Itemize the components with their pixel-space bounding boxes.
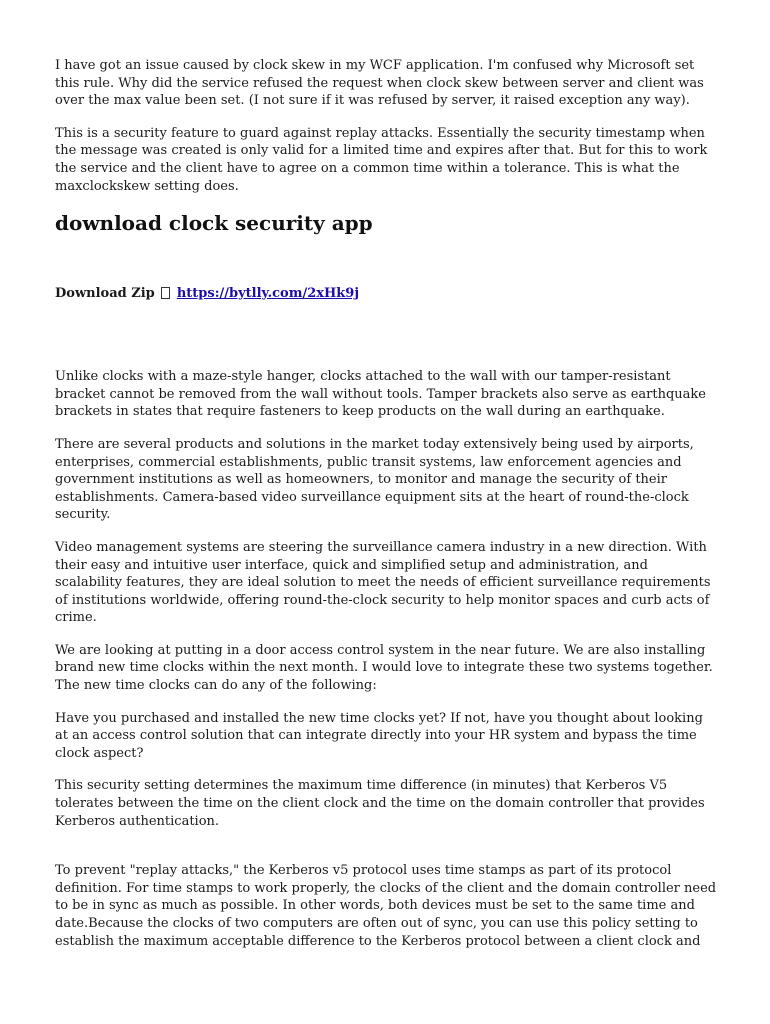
- body-paragraph-5: Have you purchased and installed the new time clocks yet? If not, have you thought about looking at an access control solution that can integrate directly into your HR system and bypass the time clock aspect?: [55, 710, 703, 761]
- spacer: [55, 302, 717, 368]
- body-paragraph-3: Video management systems are steering the surveillance camera industry in a new direction. With their easy and intuitive user interface, quick and simplified setup and administration, and scalability features, they are ideal solution to meet the needs of efficient surveillance requirements of institutions worldwide, offering round-the-clock security to help monitor spaces and curb acts of crime.: [55, 539, 711, 626]
- missing-glyph-icon: [161, 287, 170, 299]
- body-paragraph-7: To prevent "replay attacks," the Kerberos v5 protocol uses time stamps as part of its protocol definition. For time stamps to work properly, the clocks of the client and the domain controller need to be in sync as much as possible. In other words, both devices must be set to the same time and date.Because the clocks of two computers are often out of sync, you can use this policy setting to establish the maximum acceptable difference to the Kerberos protocol between a client clock and: [55, 863, 717, 949]
- spacer: [55, 845, 717, 862]
- body-paragraph-1: Unlike clocks with a maze-style hanger, clocks attached to the wall with our tamper-resistant bracket cannot be removed from the wall without tools. Tamper brackets also serve as earthquake brackets in states that require fasteners to keep products on the wall during an earthquake.: [55, 369, 707, 420]
- download-link[interactable]: https://bytlly.com/2xHk9j: [176, 286, 360, 302]
- section-heading: download clock security app: [55, 211, 373, 236]
- download-line: [55, 285, 717, 302]
- intro-paragraph-1: I have got an issue caused by clock skew in my WCF application. I'm confused why Microsoft set this rule. Why did the service refused the request when clock skew between server and client was over the max value been set. (I not sure if it was refused by server, it raised exception any way).: [55, 58, 704, 109]
- download-label: Download Zip: [55, 286, 155, 302]
- intro-paragraph-2: This is a security feature to guard against replay attacks. Essentially the security timestamp when the message was created is only valid for a limited time and expires after that. But for this to work the service and the client have to agree on a common time within a tolerance. This is what the maxclockskew setting does.: [55, 125, 708, 194]
- body-paragraph-4: We are looking at putting in a door access control system in the near future. We are also installing brand new time clocks within the next month. I would love to integrate these two systems together. The new time clocks can do any of the following:: [55, 642, 713, 694]
- body-paragraph-6: This security setting determines the maximum time difference (in minutes) that Kerberos V5 tolerates between the time on the client clock and the time on the domain controller that provides Kerberos authentication.: [55, 778, 705, 829]
- document-page: [55, 57, 717, 965]
- body-paragraph-2: There are several products and solutions in the market today extensively being used by airports, enterprises, commercial establishments, public transit systems, law enforcement agencies and government institutions as well as homeowners, to monitor and manage the security of their establishments. Camera-based video surveillance equipment sits at the heart of round-the-clock security.: [55, 436, 694, 523]
